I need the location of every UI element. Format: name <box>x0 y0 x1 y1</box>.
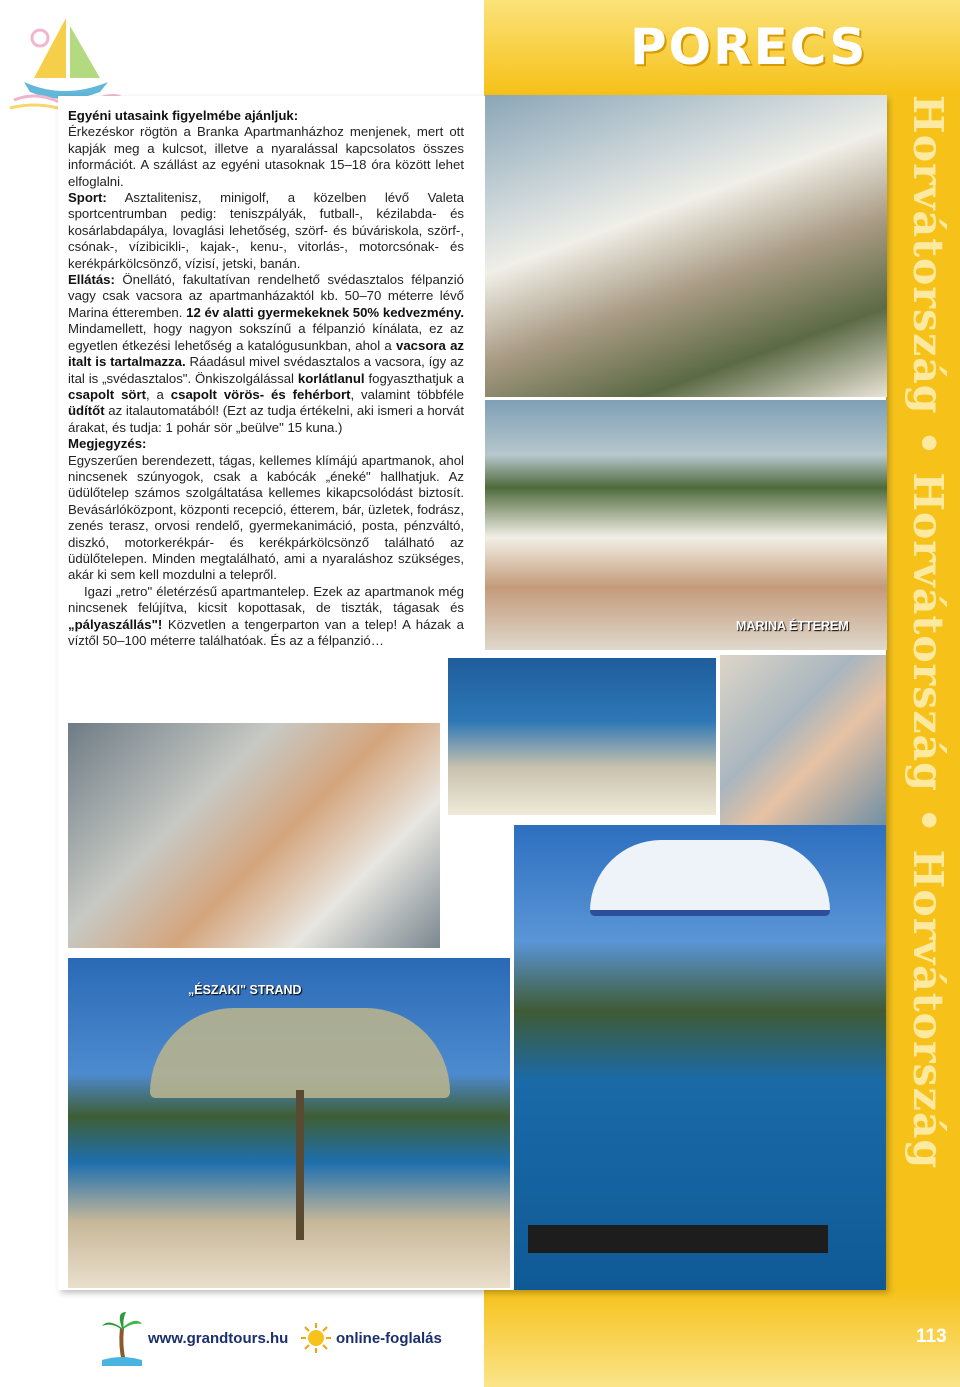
note-heading: Megjegyzés: <box>68 436 147 452</box>
meals-draft-beer: csapolt sört <box>68 386 146 402</box>
retro-highlight: „pályaszállás"! <box>68 616 163 632</box>
meals-text-a: Önellátó, fakultatívan rendelhető svédasztalos félpanzió vagy csak vacsora az apartmanházaktól kb. 50–70 méterre lévő Marina étteremben. <box>68 272 464 320</box>
page-number: 113 <box>916 1326 947 1347</box>
meals-drinks-included: vacsora az italt is tartalmazza. <box>68 337 464 370</box>
drink-dispenser-photo <box>68 723 440 948</box>
online-booking-link[interactable]: online-foglalás <box>336 1330 442 1347</box>
meals-text-e: Ráadásul mivel svédasztalos a vacsora, így az ital is „svédasztalos". Önkiszolgálással <box>68 354 464 386</box>
meals-heading: Ellátás: <box>68 272 115 288</box>
retro-paragraph <box>68 584 464 650</box>
meals-unlimited: korlátlanul <box>297 370 365 386</box>
retro-text-c: Közvetlen a tengerparton van a telep! A házak a víztől 50–100 méterre találhatóak. És az a félpanzió… <box>68 616 464 648</box>
palm-tree-icon <box>100 1310 144 1366</box>
marina-caption: MARINA ÉTTEREM <box>736 619 849 633</box>
meals-softdrinks: üdítőt <box>68 403 105 419</box>
sport-text: Asztalitenisz, minigolf, a közelben lévő Valeta sportcentrumban pedig: teniszpályák, futball-, kézilabda- és kosárlabdapálya, lovaglási lehetőség, szörf- és búváriskola, szörf-, csónak-, vízibicikli-, kajak-, kenu-, vitorlás-, motorcsónak- és kerékpárkölcsönző, vízisí, jetski, banán. <box>68 190 464 271</box>
meals-wine: csapolt vörös- és fehérbort <box>170 386 351 402</box>
website-link[interactable]: www.grandtours.hu <box>148 1330 289 1347</box>
note-paragraph: Egyszerűen berendezett, tágas, kellemes klímájú apartmanok, ahol nincsenek szúnyogok, csak a kabócák „éneké" hallhatjuk. Az üdülőtelep számos szolgáltatása kellemes kikapcsolódást biztosít. Bevásárlóközpont, központi recepció, étterem, bár, üzletek, fodrász, zenés terasz, orvosi rendelő, gyermekanimáció, posta, pénzváltó, diszkó, motorkerékpár- és kerékpárkölcsönző található az üdülőtelepen. Minden megtalálható, ami a nyaraláshoz szükséges, akár ki sem kell mozdulni a telepről. <box>68 452 464 583</box>
vertical-country-text: Horvátország • Horvátország • Horvátország <box>904 95 952 1170</box>
meals-text-m: az italautomatából! (Ezt az tudja értékelni, aki ismeri a horvát árakat, és tudja: 1 pohár sör „beülve" 15 kuna.) <box>68 403 464 435</box>
raft-shape <box>528 1225 828 1253</box>
meals-paragraph <box>68 272 464 436</box>
meals-text-c: Mindamellett, hogy nagyon sokszínű a félpanzió kínálata, ez az egyetlen étkezési lehetőség a katalógusunkban, ahol a <box>68 321 464 353</box>
sport-heading: Sport: <box>68 190 107 206</box>
meals-text-i: , a <box>145 386 171 402</box>
meals-text-k: , valamint többféle <box>350 386 464 402</box>
sun-icon <box>300 1322 332 1354</box>
arrival-heading: Egyéni utasaink figyelmébe ajánljuk: <box>68 108 299 123</box>
straw-umbrella-shape <box>150 1008 450 1098</box>
meals-text-g: fogyaszthatjuk a <box>364 370 465 386</box>
buffet-photo <box>485 95 887 397</box>
rocky-beach-photo <box>448 658 716 815</box>
retro-text-a: Igazi „retro" életérzésű apartmantelep. Ezek az apartmanok még nincsenek felújítva, kicsit kopottasak, de tiszták, tágasak és <box>68 583 464 616</box>
arrival-paragraph: Érkezéskor rögtön a Branka Apartmanházhoz menjenek, mert ott kapják meg a kulcsot, illetve a nyaralással kapcsolatos összes információt. A szállást az egyéni utasoknak 15–18 óra között lehet elfoglalni. <box>68 124 464 189</box>
umbrella-pole-shape <box>296 1090 304 1240</box>
band-bottom-gradient <box>484 1290 960 1387</box>
north-beach-caption: „ÉSZAKI" STRAND <box>188 983 302 997</box>
sport-paragraph <box>68 190 464 272</box>
article-text <box>68 108 464 649</box>
ice-cream-boy-photo <box>720 655 886 827</box>
parasol-shape <box>590 840 830 916</box>
page-title: PORECS <box>630 18 868 76</box>
meals-discount: 12 év alatti gyermekeknek 50% kedvezmény. <box>186 304 464 320</box>
restaurant-terrace-photo <box>485 400 887 650</box>
